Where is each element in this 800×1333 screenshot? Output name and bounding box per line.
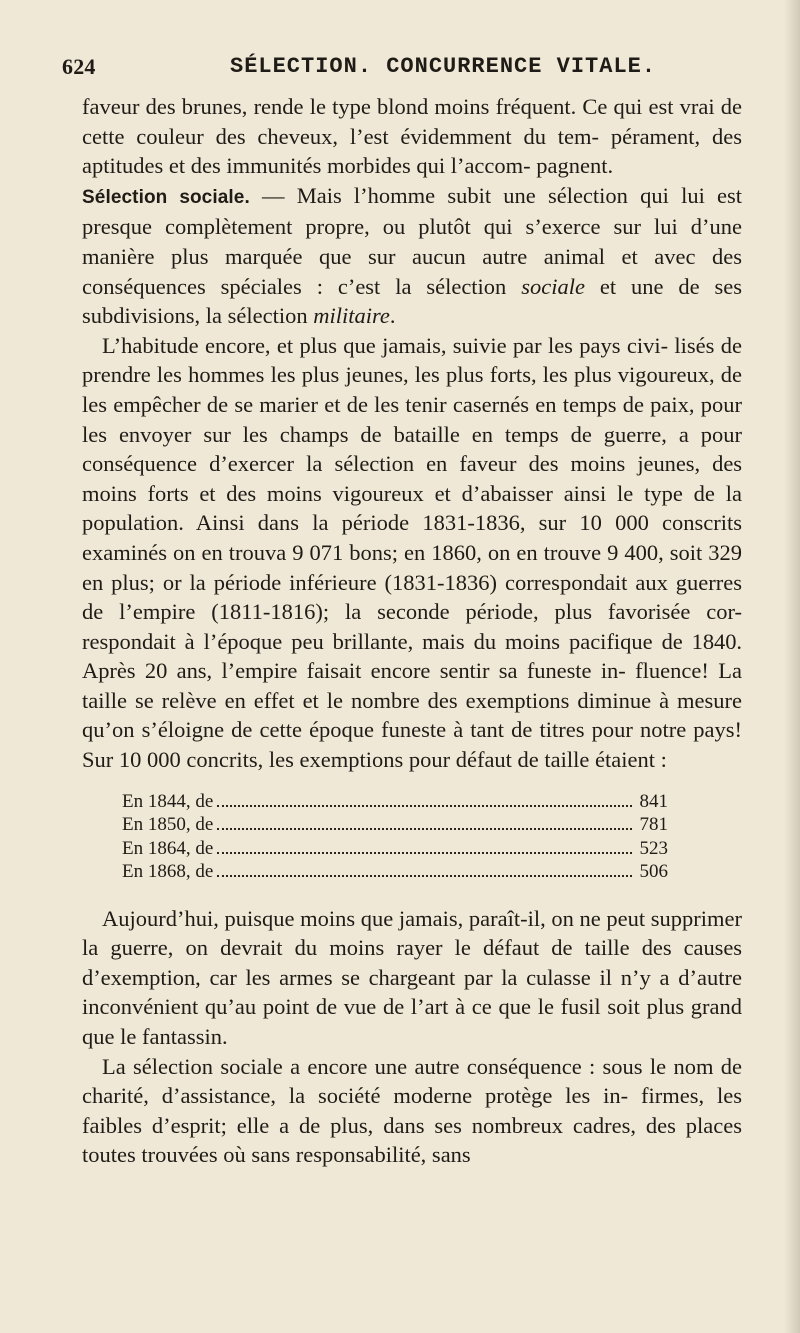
italic-term: militaire <box>313 303 390 329</box>
exemption-year: En 1864, de <box>122 837 214 859</box>
exemption-year: En 1868, de <box>122 861 214 883</box>
dot-leader <box>217 805 632 807</box>
paragraph-aujourdhui <box>82 904 742 1052</box>
text-line: respondait à l’époque peu brillante, mais du moins pacifique <box>82 628 653 654</box>
exemption-value: 841 <box>639 790 668 812</box>
table-row <box>122 813 668 837</box>
text-line: pérament, des aptitudes et des immunités morbides qui l’accom- <box>82 123 742 179</box>
text-line: de titres pour notre pays! Sur 10 000 concrits, les exemptions <box>82 717 743 773</box>
text-line-post: . <box>389 303 396 329</box>
text-line: sélection en faveur des moins jeunes, des moins forts et des moins <box>82 451 743 506</box>
page-number: 624 <box>62 54 96 79</box>
italic-term: sociale <box>521 273 585 299</box>
text-line: diminue à mesure qu’on s’éloigne de cette époque funeste à tant <box>82 687 743 743</box>
text-line: l’empire (1811-1816); la seconde période, plus favorisée cor- <box>119 599 742 625</box>
text-line: faveur des brunes, rende le type blond moins fréquent. Ce qui <box>82 94 643 119</box>
paragraph-selection-sociale <box>82 181 742 331</box>
exemption-value: 523 <box>639 837 668 859</box>
text-line-pre: de ses subdivisions, la sélection <box>82 273 742 329</box>
text-line: bataille en temps de guerre, a pour conséquence d’exercer la <box>82 421 743 477</box>
text-line: période inférieure (1831-1836) correspondait aux guerres de <box>82 569 743 625</box>
paragraph-consequence <box>82 1052 742 1170</box>
dot-leader <box>217 875 632 877</box>
page-header <box>62 54 752 88</box>
running-title: SÉLECTION. CONCURRENCE VITALE. <box>230 54 657 79</box>
table-row <box>122 860 668 884</box>
text-line: le fusil soit plus grand que le fantassin. <box>82 994 743 1050</box>
text-line: pagnent. <box>536 153 614 179</box>
text-line: plus vigoureux, de les empêcher de se marier et de les tenir <box>82 362 743 417</box>
text-line: supprimer la guerre, on devrait du moins rayer le défaut de taille <box>82 905 742 961</box>
heading-tail: — Mais l’homme subit une sélection qui <box>249 182 669 208</box>
text-line: cadres, des places toutes trouvées où sans responsabilité, sans <box>82 1112 743 1168</box>
text-line-pre: avec des conséquences spéciales : c’est la sélection <box>82 243 743 299</box>
text-line: de 1840. Après 20 ans, l’empire faisait encore sentir sa funeste in- <box>82 628 743 684</box>
page-edge-shadow <box>784 0 800 1333</box>
paragraph-habitude <box>82 331 742 775</box>
text-line: lui d’une manière plus marquée que sur aucun autre animal et <box>82 214 743 269</box>
text-line: firmes, les faibles d’esprit; elle a de plus, dans ses nombreux <box>82 1083 743 1138</box>
text-line: La sélection sociale a encore une autre conséquence : sous le <box>102 1053 667 1079</box>
text-line: fluence! La taille se relève en effet et le nombre des exemptions <box>82 658 742 713</box>
exemption-value: 781 <box>639 814 668 836</box>
text-line: la période 1831-1836, sur 10 000 conscrits examinés on en trouva <box>82 510 742 565</box>
body-text <box>82 92 742 1170</box>
section-heading: Sélection sociale. <box>82 186 250 208</box>
text-line: casernés en temps de paix, pour les envoyer sur les champs de <box>82 391 743 447</box>
text-line: 9 071 bons; en 1860, on en trouve 9 400, soit 329 en plus; or la <box>82 539 742 595</box>
text-line: vigoureux et d’abaisser ainsi le type de la population. Ainsi dans <box>82 480 743 536</box>
text-line-post: et une <box>584 273 664 299</box>
text-line: lui est presque complètement propre, ou plutôt qui s’exerce sur <box>82 182 743 240</box>
exemption-year: En 1844, de <box>122 790 214 812</box>
text-line: Aujourd’hui, puisque moins que jamais, paraît-il, on ne peut <box>102 905 646 931</box>
dot-leader <box>217 828 632 830</box>
table-row <box>122 837 668 861</box>
dot-leader <box>217 852 632 854</box>
text-line: il n’y a d’autre inconvénient qu’au point de vue de l’art à ce que <box>82 964 743 1020</box>
text-line: nom de charité, d’assistance, la société moderne protège les in- <box>82 1053 742 1109</box>
exemptions-table <box>82 790 668 884</box>
text-line: lisés de prendre les hommes les plus jeunes, les plus forts, les <box>82 332 742 388</box>
text-line: pour défaut de taille étaient : <box>408 747 667 773</box>
text-line: des causes d’exemption, car les armes se chargeant par la culasse <box>82 935 742 990</box>
text-line: L’habitude encore, et plus que jamais, suivie par les pays civi- <box>102 332 669 358</box>
exemption-year: En 1850, de <box>122 814 214 836</box>
text-line: est vrai de cette couleur des cheveux, l’est évidemment du tem- <box>82 94 743 149</box>
exemption-value: 506 <box>639 861 668 883</box>
table-row <box>122 790 668 814</box>
paragraph-continuation <box>82 92 742 181</box>
